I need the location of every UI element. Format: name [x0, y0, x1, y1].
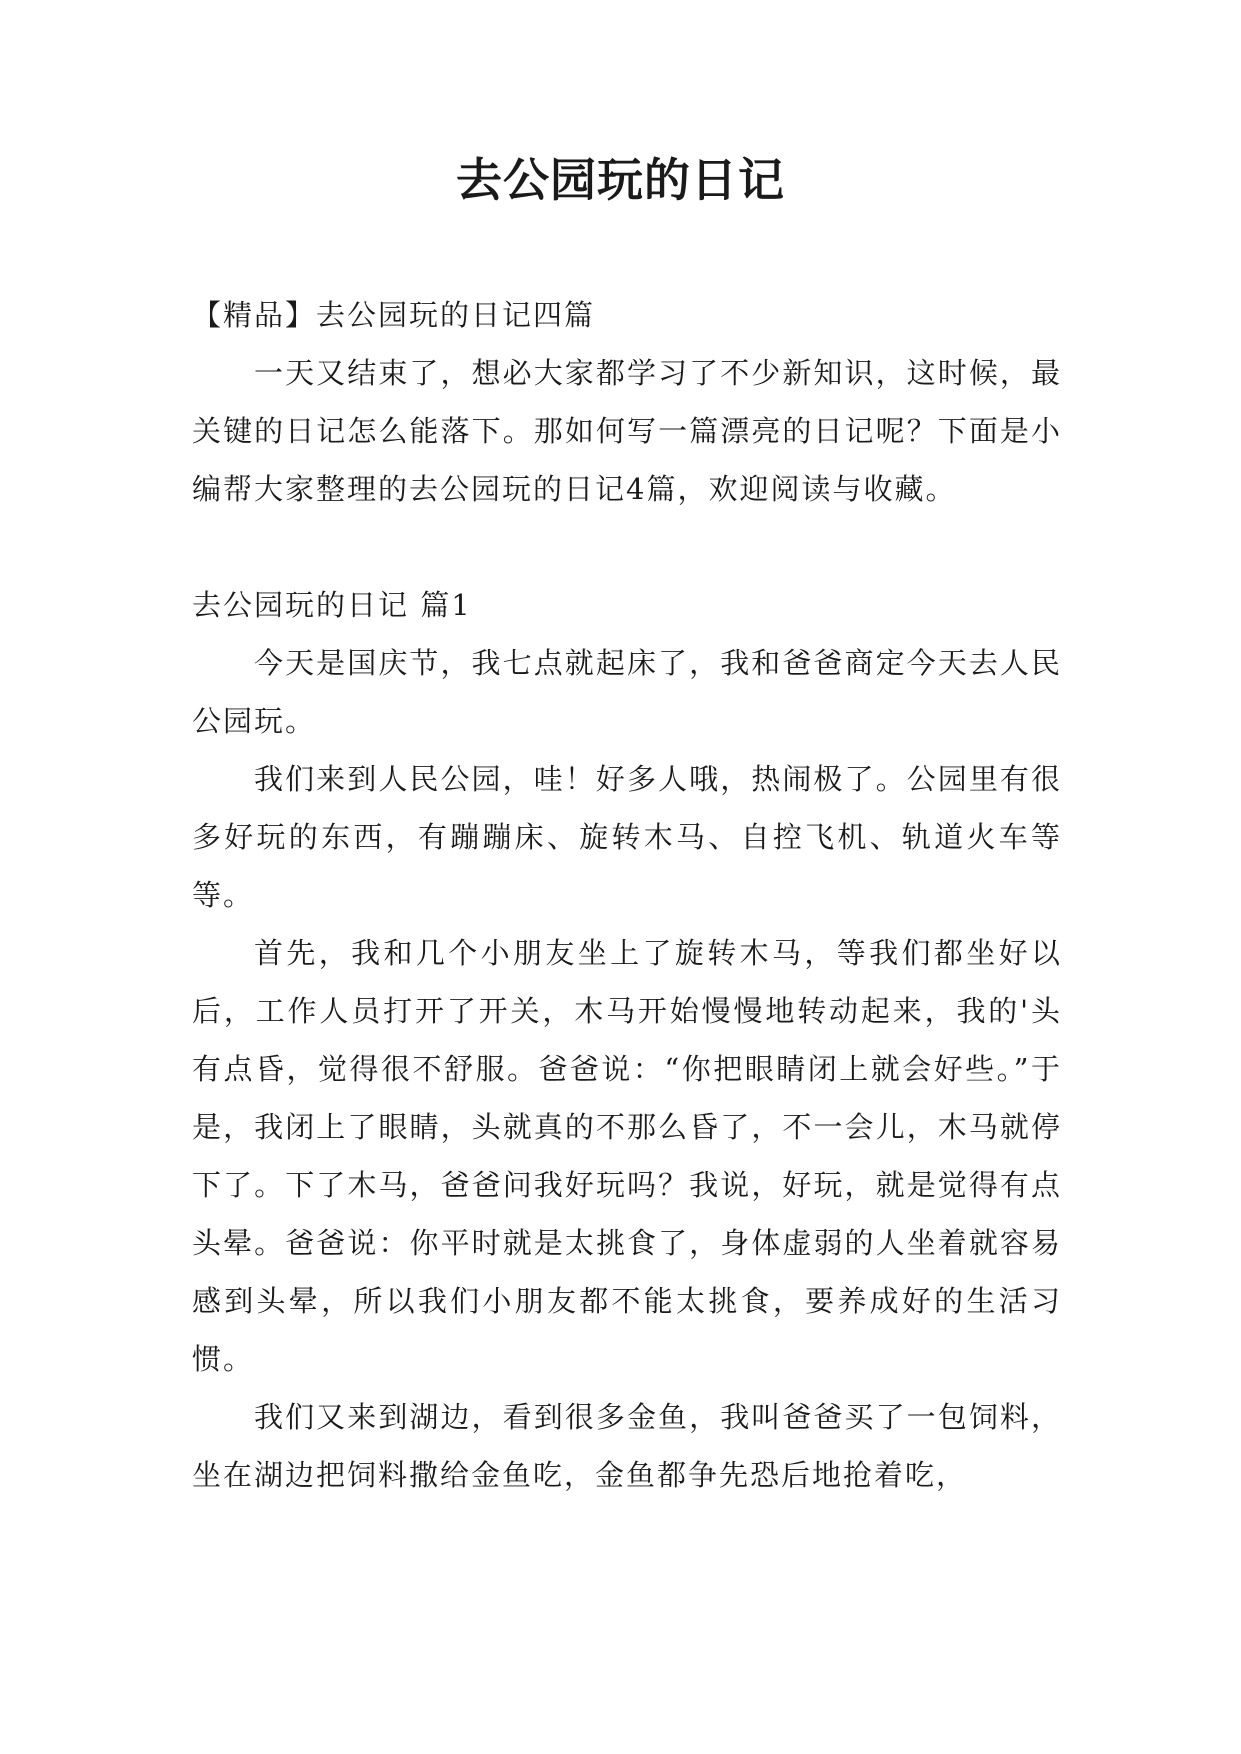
section-heading: 去公园玩的日记 篇1: [192, 588, 472, 622]
body-paragraph: 首先，我和几个小朋友坐上了旋转木马，等我们都坐好以后，工作人员打开了开关，木马开始慢慢地转动起来，我的'头有点昏，觉得很不舒服。爸爸说：“你把眼睛闭上就会好些。”于是，我闭上了眼睛，头就真的不那么昏了，不一会儿，木马就停下了。下了木马，爸爸问我好玩吗？我说，好玩，就是觉得有点头晕。爸爸说：你平时就是太挑食了，身体虚弱的人坐着就容易感到头晕，所以我们小朋友都不能太挑食，要养成好的生活习惯。: [192, 936, 1062, 1376]
body-paragraph: 我们又来到湖边，看到很多金鱼，我叫爸爸买了一包饲料，坐在湖边把饲料撒给金鱼吃，金鱼都争先恐后地抢着吃，: [192, 1400, 1062, 1492]
document-body: [192, 286, 1062, 1504]
body-paragraph: 今天是国庆节，我七点就起床了，我和爸爸商定今天去人民公园玩。: [192, 646, 1062, 738]
intro-paragraph: 一天又结束了，想必大家都学习了不少新知识，这时候，最关键的日记怎么能落下。那如何写一篇漂亮的日记呢？下面是小编帮大家整理的去公园玩的日记4篇，欢迎阅读与收藏。: [192, 356, 1062, 506]
document-subtitle: 【精品】去公园玩的日记四篇: [192, 298, 596, 332]
section-spacer: [192, 518, 1062, 576]
document-title: 去公园玩的日记: [456, 153, 785, 207]
body-paragraph: 我们来到人民公园，哇！好多人哦，热闹极了。公园里有很多好玩的东西，有蹦蹦床、旋转木马、自控飞机、轨道火车等等。: [192, 762, 1062, 912]
